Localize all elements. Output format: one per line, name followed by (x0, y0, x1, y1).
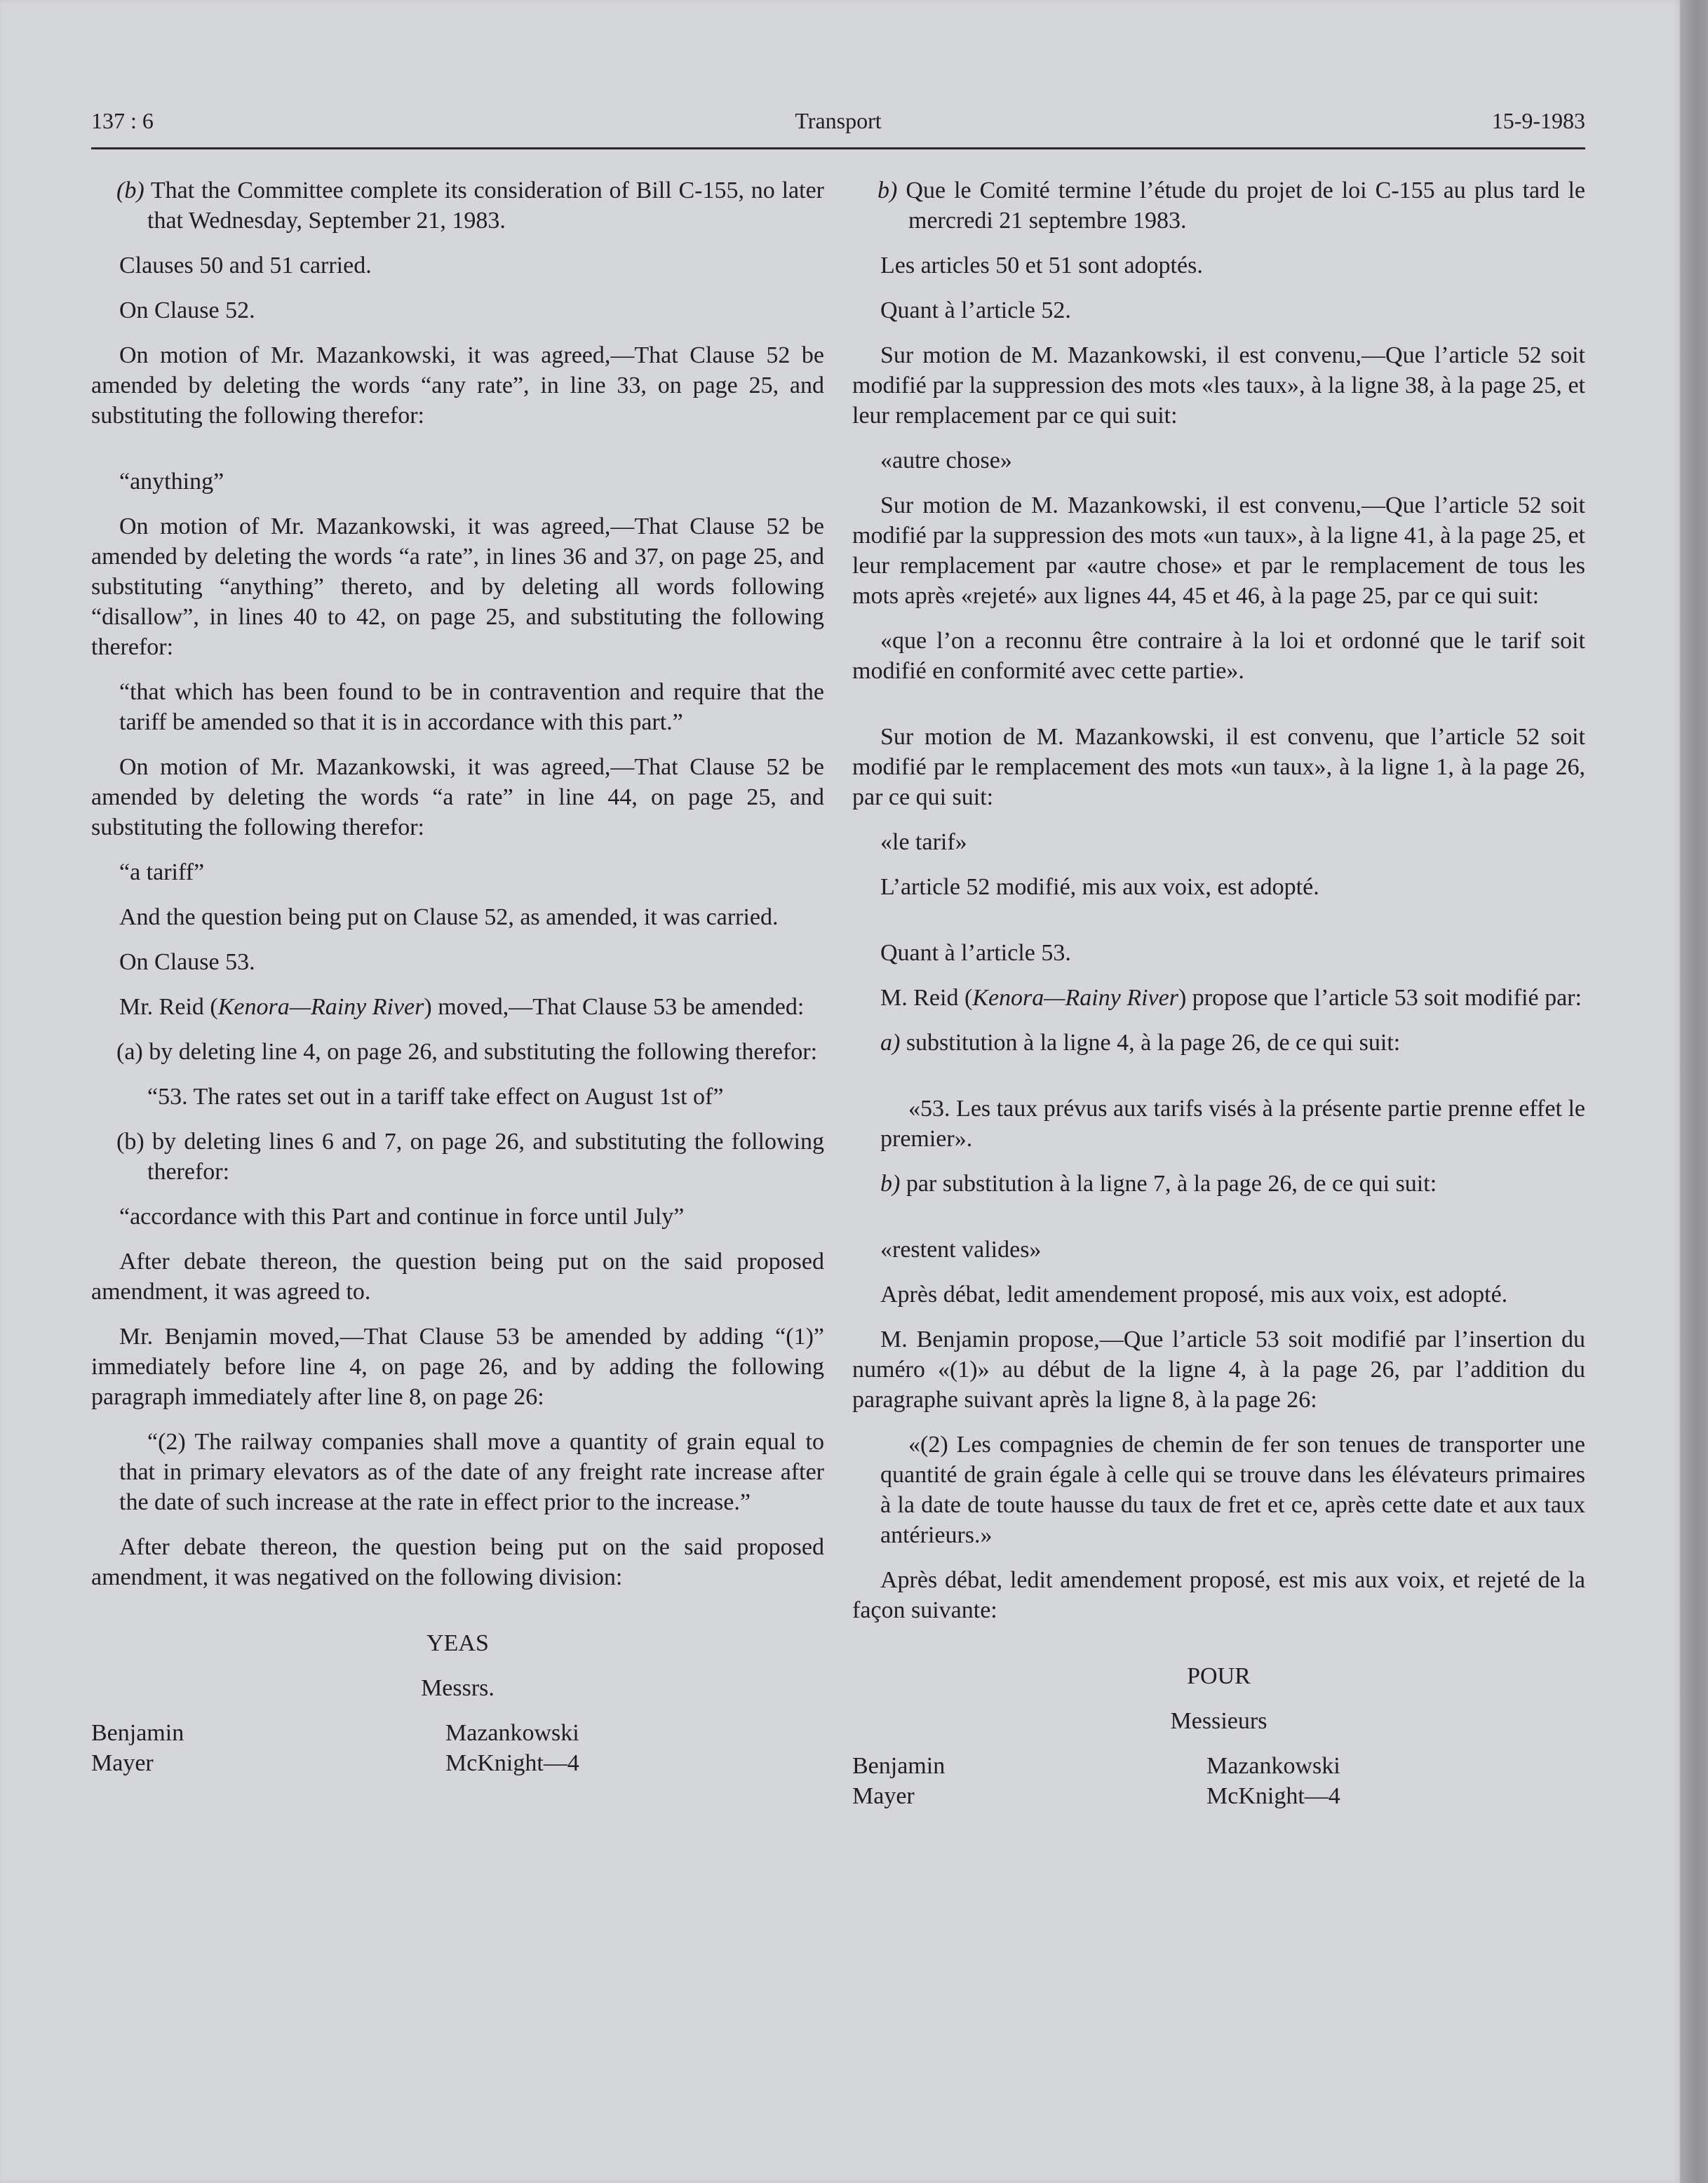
running-header (91, 105, 1585, 149)
paragraph: Mr. Benjamin moved,—That Clause 53 be amended by adding “(1)” immediately before line 4, on page 26, and by adding the following paragraph immediately after line 8, on page 26: (91, 1324, 824, 1410)
french-column (852, 175, 1585, 1811)
vote-subheading: Messieurs (1170, 1708, 1267, 1734)
paragraph: (b) by deleting lines 6 and 7, on page 26, and substituting the following therefor: (116, 1129, 825, 1185)
paragraph: On motion of Mr. Mazankowski, it was agreed,—That Clause 52 be amended by deleting the words “a rate” in line 44, on page 25, and substituting the following therefor: (91, 754, 824, 840)
paragraph: a) substitution à la ligne 4, à la page 26, de ce qui suit: (880, 1030, 1401, 1056)
paragraph: On motion of Mr. Mazankowski, it was agreed,—That Clause 52 be amended by deleting the words “any rate”, in line 33, on page 25, and substituting the following therefor: (91, 342, 824, 429)
quoted-text: «le tarif» (880, 829, 967, 855)
quoted-text: “(2) The railway companies shall move a quantity of grain equal to that in primary elevators as of the date of any freight rate increase after the date of such increase at the rate in effect prior to the increase.” (119, 1429, 824, 1515)
member-name: Benjamin (91, 1720, 184, 1746)
paragraph: b) Que le Comité termine l’étude du projet de loi C-155 au plus tard le mercredi 21 septembre 1983. (877, 177, 1586, 234)
quoted-text: “anything” (119, 469, 224, 495)
quoted-text: «autre chose» (880, 448, 1012, 473)
paragraph: Après débat, ledit amendement proposé, est mis aux voix, et rejeté de la façon suivante: (852, 1567, 1585, 1623)
quoted-text: «que l’on a reconnu être contraire à la loi et ordonné que le tarif soit modifié en conformité avec cette partie». (852, 628, 1585, 684)
paragraph: Quant à l’article 53. (880, 940, 1071, 966)
vote-subheading: Messrs. (421, 1675, 495, 1701)
paragraph: Quant à l’article 52. (880, 297, 1071, 323)
member-name: Mazankowski (1206, 1753, 1340, 1779)
paragraph: L’article 52 modifié, mis aux voix, est adopté. (880, 874, 1319, 900)
paragraph: (a) by deleting line 4, on page 26, and substituting the following therefor: (116, 1039, 818, 1065)
paragraph: After debate thereon, the question being put on the said proposed amendment, it was agreed to. (91, 1249, 824, 1305)
paragraph: Clauses 50 and 51 carried. (119, 253, 372, 278)
member-name: McKnight—4 (445, 1750, 579, 1776)
english-column (91, 175, 824, 1778)
quoted-text: “that which has been found to be in contravention and require that the tariff be amended so that it is in accordance with this part.” (119, 679, 824, 735)
vote-names (91, 1718, 824, 1778)
quoted-text: «(2) Les compagnies de chemin de fer son tenues de transporter une quantité de grain égale à celle qui se trouve dans les élévateurs primaires à la date de toute hausse du taux de fret et ce, après cette date et aux taux antérieurs.» (880, 1432, 1585, 1548)
paragraph: Les articles 50 et 51 sont adoptés. (880, 253, 1203, 278)
paragraph: On Clause 52. (119, 297, 255, 323)
book-spine (1680, 0, 1708, 2183)
item-label: (b) (116, 177, 144, 203)
paragraph: Sur motion de M. Mazankowski, il est convenu,—Que l’article 52 soit modifié par la suppression des mots «un taux», à la ligne 41, à la page 25, et leur remplacement par «autre chose» et par le remplacement de tous les mots après «rejeté» aux lignes 44, 45 et 46, à la page 25, par ce qui suit: (852, 492, 1585, 609)
vote-heading: POUR (1187, 1663, 1251, 1689)
header-title: Transport (795, 108, 882, 133)
vote-heading: YEAS (426, 1630, 489, 1656)
paragraph: On motion of Mr. Mazankowski, it was agreed,—That Clause 52 be amended by deleting the words “a rate”, in lines 36 and 37, on page 25, and substituting “anything” thereto, and by deleting all words following “disallow”, in lines 40 to 42, on page 25, and substituting the following therefor: (91, 513, 824, 660)
member-name: Mayer (91, 1750, 154, 1776)
member-name: Benjamin (852, 1753, 946, 1779)
page-number: 137 : 6 (91, 108, 154, 133)
paragraph: On Clause 53. (119, 949, 255, 975)
paragraph: Sur motion de M. Mazankowski, il est convenu,—Que l’article 52 soit modifié par la suppression des mots «les taux», à la ligne 38, à la page 25, et leur remplacement par ce qui suit: (852, 342, 1585, 429)
header-date: 15-9-1983 (1491, 108, 1585, 133)
member-name: McKnight—4 (1206, 1783, 1340, 1809)
paragraph: M. Reid (Kenora—Rainy River) propose que l’article 53 soit modifié par: (880, 985, 1582, 1011)
quoted-text: “a tariff” (119, 859, 205, 885)
quoted-text: “53. The rates set out in a tariff take effect on August 1st of” (147, 1084, 724, 1110)
paragraph: b) par substitution à la ligne 7, à la page 26, de ce qui suit: (880, 1171, 1437, 1197)
paragraph: (b) That the Committee complete its consideration of Bill C-155, no later that Wednesday, September 21, 1983. (116, 177, 824, 234)
paragraph: Après débat, ledit amendement proposé, mis aux voix, est adopté. (880, 1282, 1508, 1308)
paragraph: Sur motion de M. Mazankowski, il est convenu, que l’article 52 soit modifié par le remplacement des mots «un taux», à la ligne 1, à la page 26, par ce qui suit: (852, 724, 1585, 810)
member-name: Mazankowski (445, 1720, 579, 1746)
quoted-text: “accordance with this Part and continue in force until July” (119, 1204, 685, 1230)
paragraph: After debate thereon, the question being put on the said proposed amendment, it was negatived on the following division: (91, 1534, 824, 1590)
vote-names (852, 1751, 1585, 1811)
quoted-text: «53. Les taux prévus aux tarifs visés à la présente partie prenne effet le premier». (880, 1096, 1585, 1152)
paragraph: M. Benjamin propose,—Que l’article 53 soit modifié par l’insertion du numéro «(1)» au début de la ligne 4, à la page 26, par l’addition du paragraphe suivant après la ligne 8, à la page 26: (852, 1326, 1585, 1413)
paragraph: Mr. Reid (Kenora—Rainy River) moved,—That Clause 53 be amended: (119, 994, 805, 1020)
item-label: b) (877, 177, 898, 203)
paragraph: And the question being put on Clause 52, as amended, it was carried. (119, 904, 779, 930)
quoted-text: «restent valides» (880, 1237, 1042, 1263)
member-name: Mayer (852, 1783, 915, 1809)
